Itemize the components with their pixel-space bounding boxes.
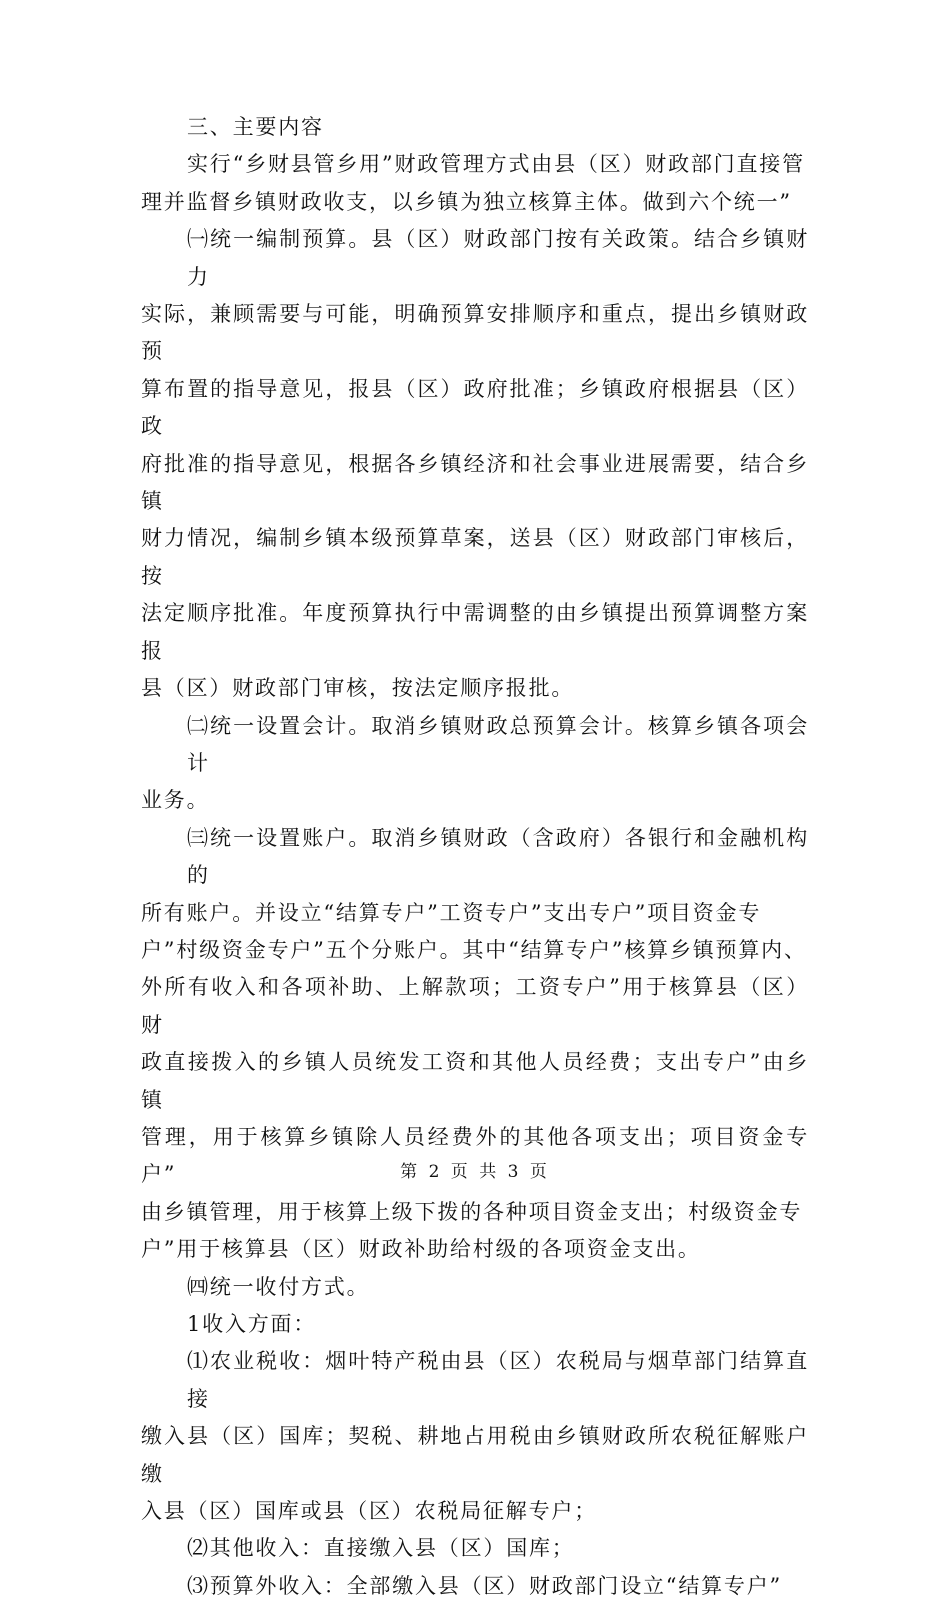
text-line: ⑵其他收入：直接缴入县（区）国库； bbox=[187, 1536, 575, 1561]
document-body bbox=[141, 109, 809, 1605]
text-line: ㈠统一编制预算。县（区）财政部门按有关政策。结合乡镇财力 bbox=[187, 227, 809, 289]
text-line: 入县（区）国库或县（区）农税局征解专户； bbox=[141, 1499, 597, 1524]
text-line: ⑶预算外收入：全部缴入县（区）财政部门设立“结算专户” bbox=[187, 1573, 783, 1598]
text-line: 业务。 bbox=[141, 788, 210, 813]
text-line: ㈡统一设置会计。取消乡镇财政总预算会计。核算乡镇各项会计 bbox=[187, 713, 809, 775]
text-line: ㈢统一设置账户。取消乡镇财政（含政府）各银行和金融机构的 bbox=[187, 825, 809, 888]
text-line: 法定顺序批准。年度预算执行中需调整的由乡镇提出预算调整方案报 bbox=[141, 601, 809, 663]
text-line: 理并监督乡镇财政收支，以乡镇为独立核算主体。做到六个统一” bbox=[141, 189, 792, 214]
text-line: ㈣统一收付方式。 bbox=[187, 1274, 370, 1299]
page-footer: 第 2 页 共 3 页 bbox=[400, 1162, 550, 1182]
text-line: 户”村级资金专户”五个分账户。其中“结算专户”核算乡镇预算内、 bbox=[141, 937, 807, 962]
text-line: 户”用于核算县（区）财政补助给村级的各项资金支出。 bbox=[141, 1237, 701, 1262]
text-line: 由乡镇管理，用于核算上级下拨的各种项目资金支出；村级资金专 bbox=[141, 1199, 803, 1224]
text-line: 府批准的指导意见，根据各乡镇经济和社会事业进展需要，结合乡镇 bbox=[141, 451, 809, 514]
text-line: 1收入方面： bbox=[187, 1312, 317, 1336]
text-line: 缴入县（区）国库；契税、耕地占用税由乡镇财政所农税征解账户缴 bbox=[141, 1424, 809, 1486]
text-line: 所有账户。并设立“结算专户”工资专户”支出专户”项目资金专 bbox=[141, 900, 762, 925]
text-line: 县（区）财政部门审核，按法定顺序报批。 bbox=[141, 676, 575, 701]
text-line: ⑴农业税收：烟叶特产税由县（区）农税局与烟草部门结算直接 bbox=[187, 1349, 809, 1411]
text-line: 三、主要内容 bbox=[187, 115, 324, 139]
text-line: 外所有收入和各项补助、上解款项；工资专户”用于核算县（区）财 bbox=[141, 975, 809, 1037]
text-line: 政直接拨入的乡镇人员统发工资和其他人员经费；支出专户”由乡镇 bbox=[141, 1050, 809, 1112]
text-line: 财力情况，编制乡镇本级预算草案，送县（区）财政部门审核后，按 bbox=[141, 526, 809, 588]
text-line: 管理，用于核算乡镇除人员经费外的其他各项支出；项目资金专户” bbox=[141, 1124, 809, 1187]
text-line: 实际，兼顾需要与可能，明确预算安排顺序和重点，提出乡镇财政预 bbox=[141, 302, 809, 364]
text-line: 算布置的指导意见，报县（区）政府批准；乡镇政府根据县（区）政 bbox=[141, 376, 809, 439]
text-line: 实行“乡财县管乡用”财政管理方式由县（区）财政部门直接管 bbox=[187, 152, 805, 177]
